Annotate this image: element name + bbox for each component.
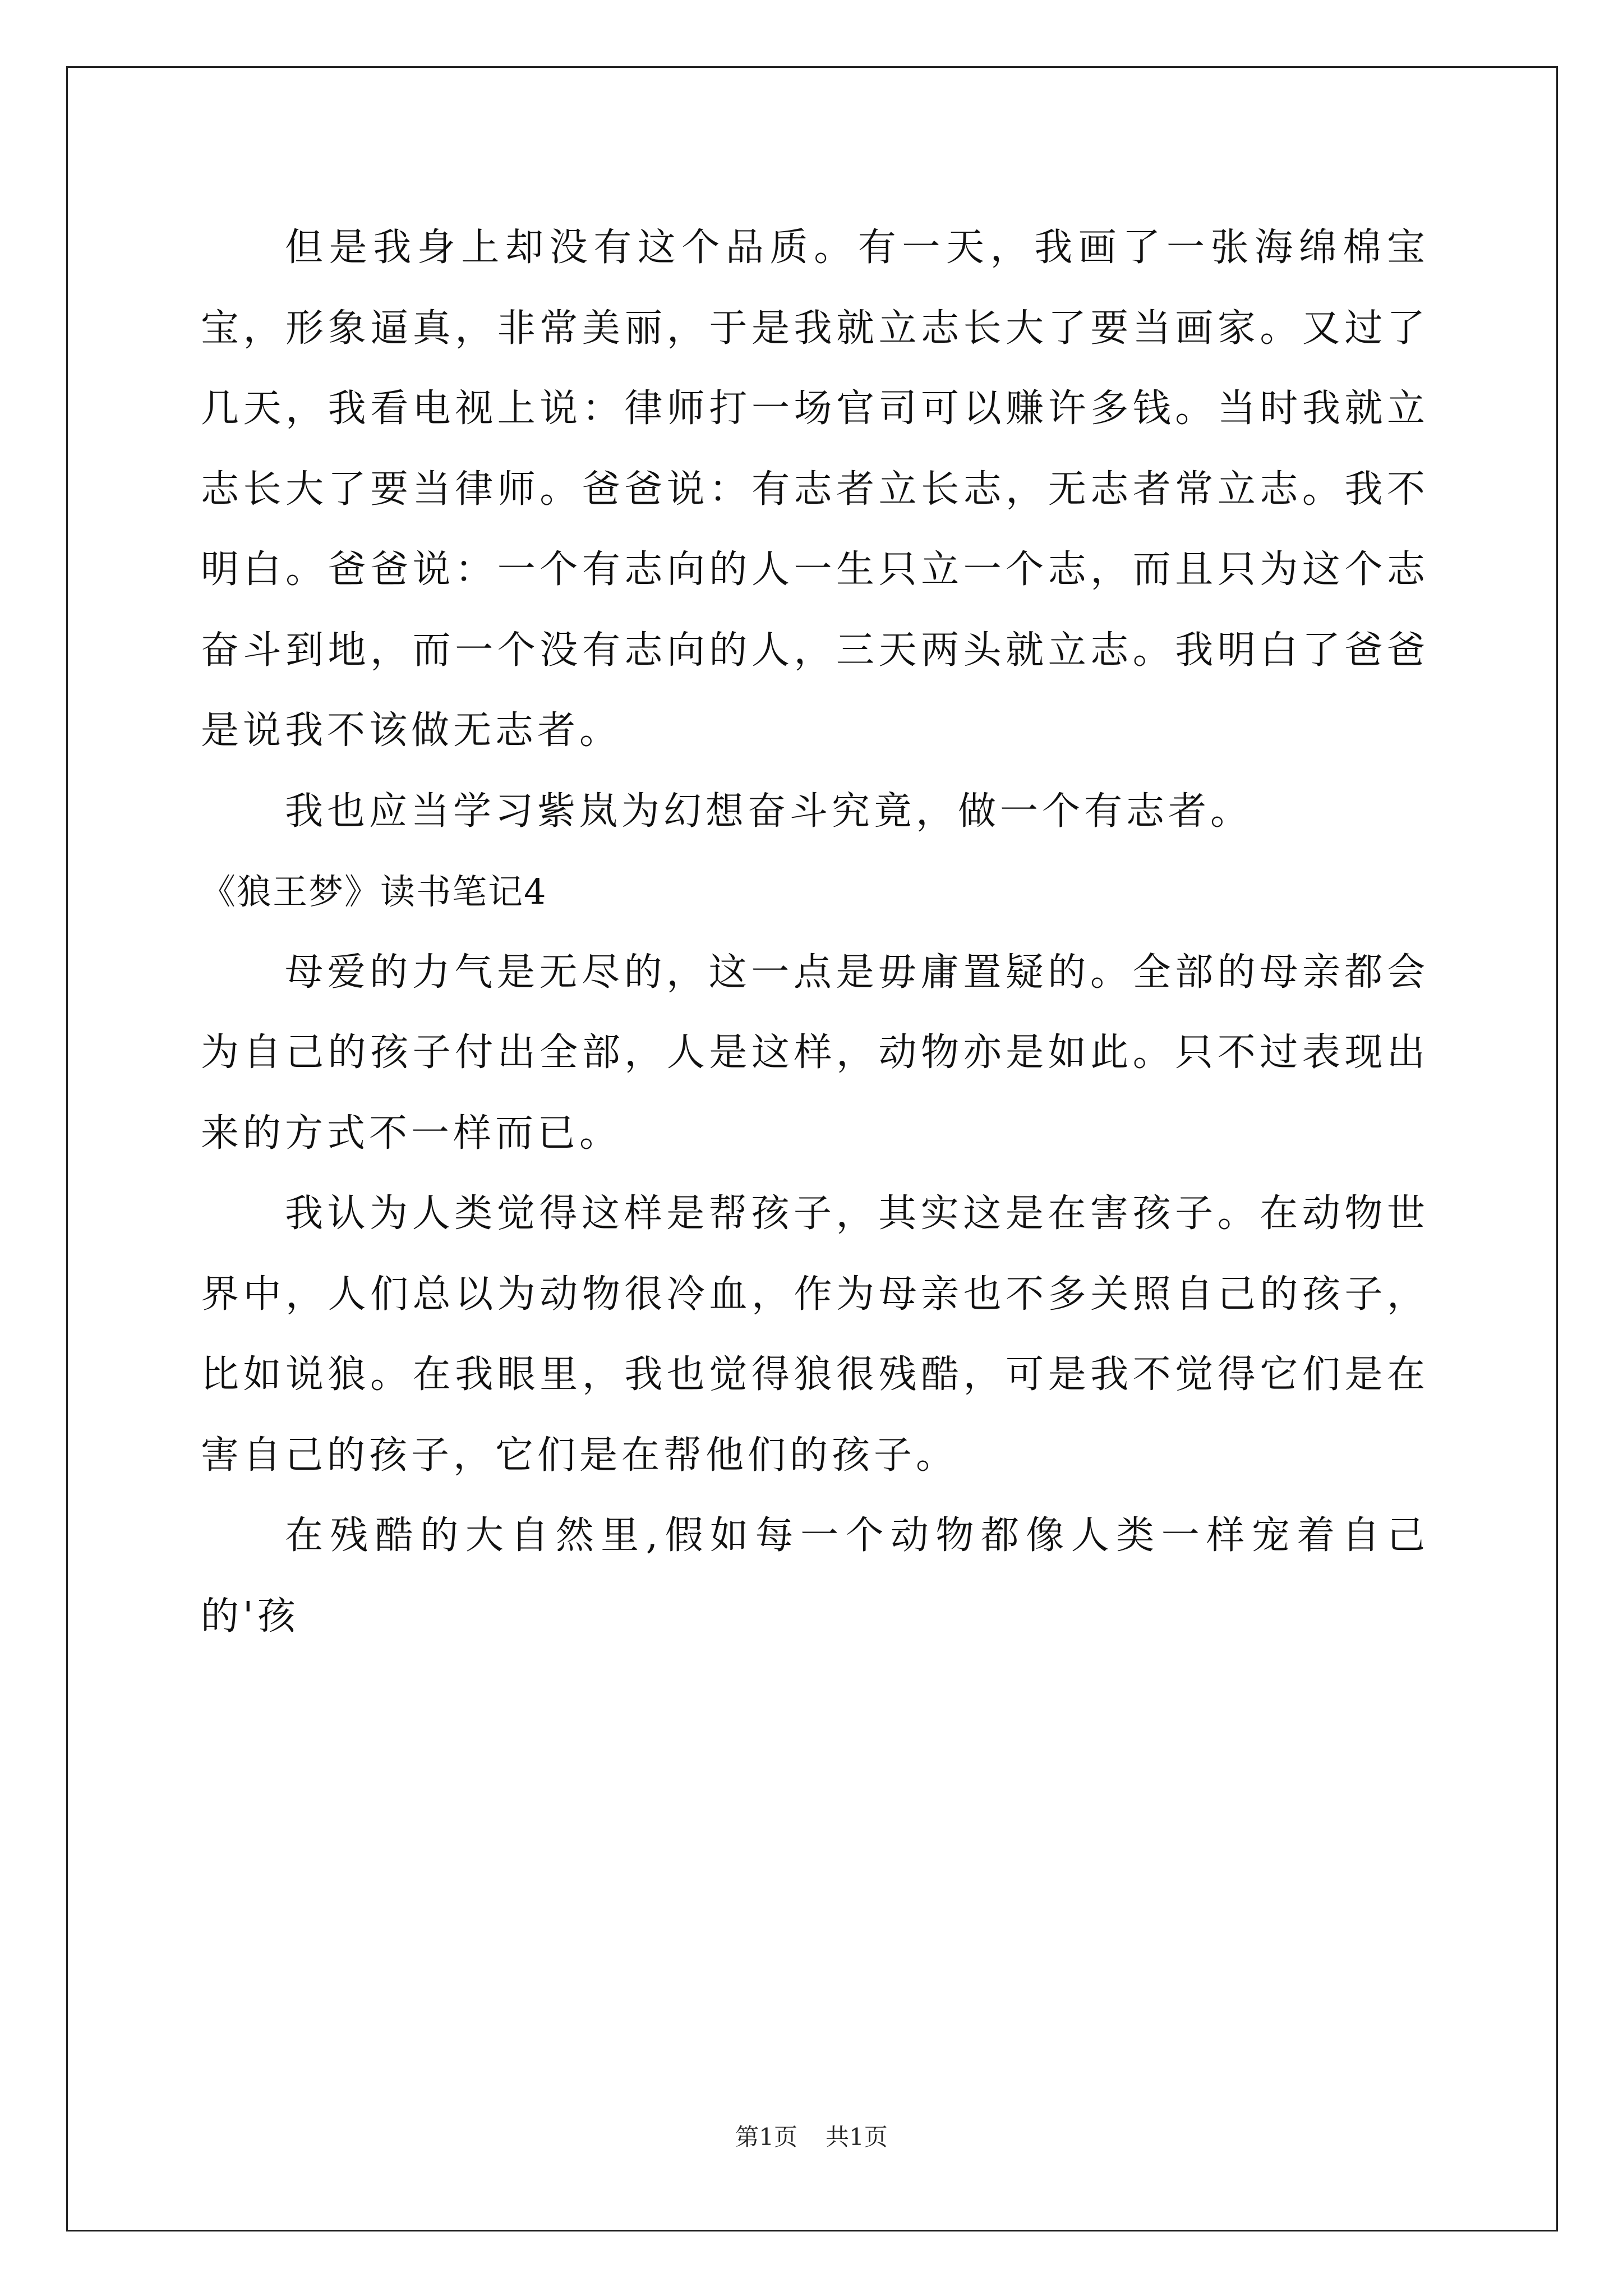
paragraph-1: 但是我身上却没有这个品质。有一天，我画了一张海绵棉宝宝，形象逼真，非常美丽，于是我就立志长大了要当画家。又过了几天，我看电视上说：律师打一场官司可以赚许多钱。当时我就立志长大了要当律师。爸爸说：有志者立长志，无志者常立志。我不明白。爸爸说：一个有志向的人一生只立一个志，而且只为这个志奋斗到地，而一个没有志向的人，三天两头就立志。我明白了爸爸是说我不该做无志者。: [201, 226, 1429, 753]
section-heading: 《狼王梦》读书笔记4: [201, 871, 547, 912]
paragraph-4: 我认为人类觉得这样是帮孩子，其实这是在害孩子。在动物世界中，人们总以为动物很冷血，作为母亲也不多关照自己的孩子，比如说狼。在我眼里，我也觉得狼很残酷，可是我不觉得它们是在害自己的孩子，它们是在帮他们的孩子。: [201, 1191, 1429, 1478]
paragraph-5: 在残酷的大自然里,假如每一个动物都像人类一样宠着自己的'孩: [201, 1513, 1429, 1639]
page-footer: [0, 2120, 1623, 2154]
document-body: [201, 208, 1429, 1657]
paragraph-3: 母爱的力气是无尽的，这一点是毋庸置疑的。全部的母亲都会为自己的孩子付出全部，人是这样，动物亦是如此。只不过表现出来的方式不一样而已。: [201, 950, 1429, 1156]
page-number-total: 共1页: [826, 2123, 888, 2151]
page-number-current: 第1页: [735, 2123, 797, 2151]
paragraph-2: 我也应当学习紫岚为幻想奋斗究竟，做一个有志者。: [285, 789, 1253, 834]
